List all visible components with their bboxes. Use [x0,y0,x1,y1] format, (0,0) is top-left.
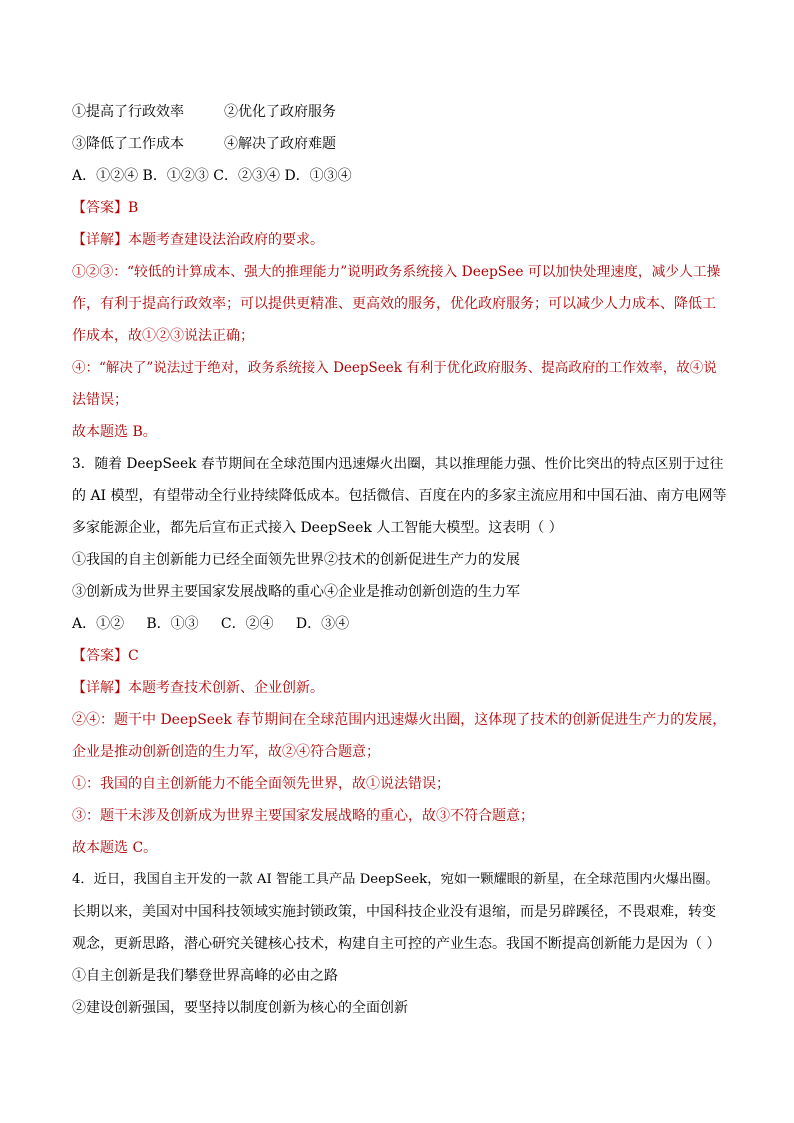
q2-option-2: ②优化了政府服务 [224,104,336,120]
q2-explanation-1-line-3: 作成本，故①②③说法正确； [72,328,254,344]
q2-options-row-2 [72,128,728,160]
q3-choices: A．①② B．①③ C．②④ D．③④ [72,616,350,632]
q2-conclusion: 故本题选 B。 [72,424,157,440]
q4-stem-line-3: 观念，更新思路，潜心研究关键核心技术，构建自主可控的产业生态。我国不断提高创新能力是因为（ ） [72,936,721,952]
q3-answer: 【答案】C [72,648,139,664]
q2-explanation-2-line-1: ④：“解决了”说法过于绝对，政务系统接入 DeepSeek 有利于优化政府服务、提高政府的工作效率，故④说 [72,360,717,376]
q2-choices: A．①②④ B．①②③ C．②③④ D．①③④ [72,168,352,184]
q3-stem-line-2: 的 AI 模型，有望带动全行业持续降低成本。包括微信、百度在内的多家主流应用和中国石油、南方电网等 [72,488,727,504]
q2-option-1: ①提高了行政效率 [72,104,184,120]
q4-stem-line-2: 长期以来，美国对中国科技领域实施封锁政策，中国科技企业没有退缩，而是另辟蹊径，不畏艰难，转变 [72,904,716,920]
q4-stem-line-1: 4．近日，我国自主开发的一款 AI 智能工具产品 DeepSeek，宛如一颗耀眼的新星，在全球范围内火爆出圈。 [72,872,719,887]
q2-explanation-1-line-2: 作，有利于提高行政效率；可以提供更精准、更高效的服务，优化政府服务；可以减少人力成本、降低工 [72,296,716,312]
q2-explanation-1-line-1: ①②③：“较低的计算成本、强大的推理能力”说明政务系统接入 DeepSee 可以加快处理速度，减少人工操 [72,264,721,280]
q3-explanation-3: ③：题干未涉及创新成为世界主要国家发展战略的重心，故③不符合题意； [72,808,534,824]
q2-option-4: ④解决了政府难题 [224,136,336,152]
q3-explanation-2: ①：我国的自主创新能力不能全面领先世界，故①说法错误； [72,776,450,792]
q3-conclusion: 故本题选 C。 [72,840,158,856]
q3-stem-line-1: 3．随着 DeepSeek 春节期间在全球范围内迅速爆火出圈，其以推理能力强、性价比突出的特点区别于过往 [72,456,724,472]
q2-options-row-1 [72,96,728,128]
q4-option-2: ②建设创新强国，要坚持以制度创新为核心的全面创新 [72,1000,408,1016]
q2-option-3: ③降低了工作成本 [72,136,184,152]
q3-options-line-2: ③创新成为世界主要国家发展战略的重心④企业是推动创新创造的生力军 [72,584,520,600]
q3-explanation-1-line-1: ②④：题干中 DeepSeek 春节期间在全球范围内迅速爆火出圈，这体现了技术的创新促进生产力的发展， [72,712,727,728]
q2-detail: 【详解】本题考查建设法治政府的要求。 [72,232,324,248]
q4-option-1: ①自主创新是我们攀登世界高峰的必由之路 [72,968,338,984]
q2-explanation-2-line-2: 法错误； [72,392,128,408]
q2-answer: 【答案】B [72,200,139,216]
q3-options-line-1: ①我国的自主创新能力已经全面领先世界②技术的创新促进生产力的发展 [72,552,520,568]
q3-explanation-1-line-2: 企业是推动创新创造的生力军，故②④符合题意； [72,744,380,760]
q3-detail: 【详解】本题考查技术创新、企业创新。 [72,680,324,696]
q3-stem-line-3: 多家能源企业，都先后宣布正式接入 DeepSeek 人工智能大模型。这表明（ ） [72,520,563,536]
document-content [72,96,728,1024]
